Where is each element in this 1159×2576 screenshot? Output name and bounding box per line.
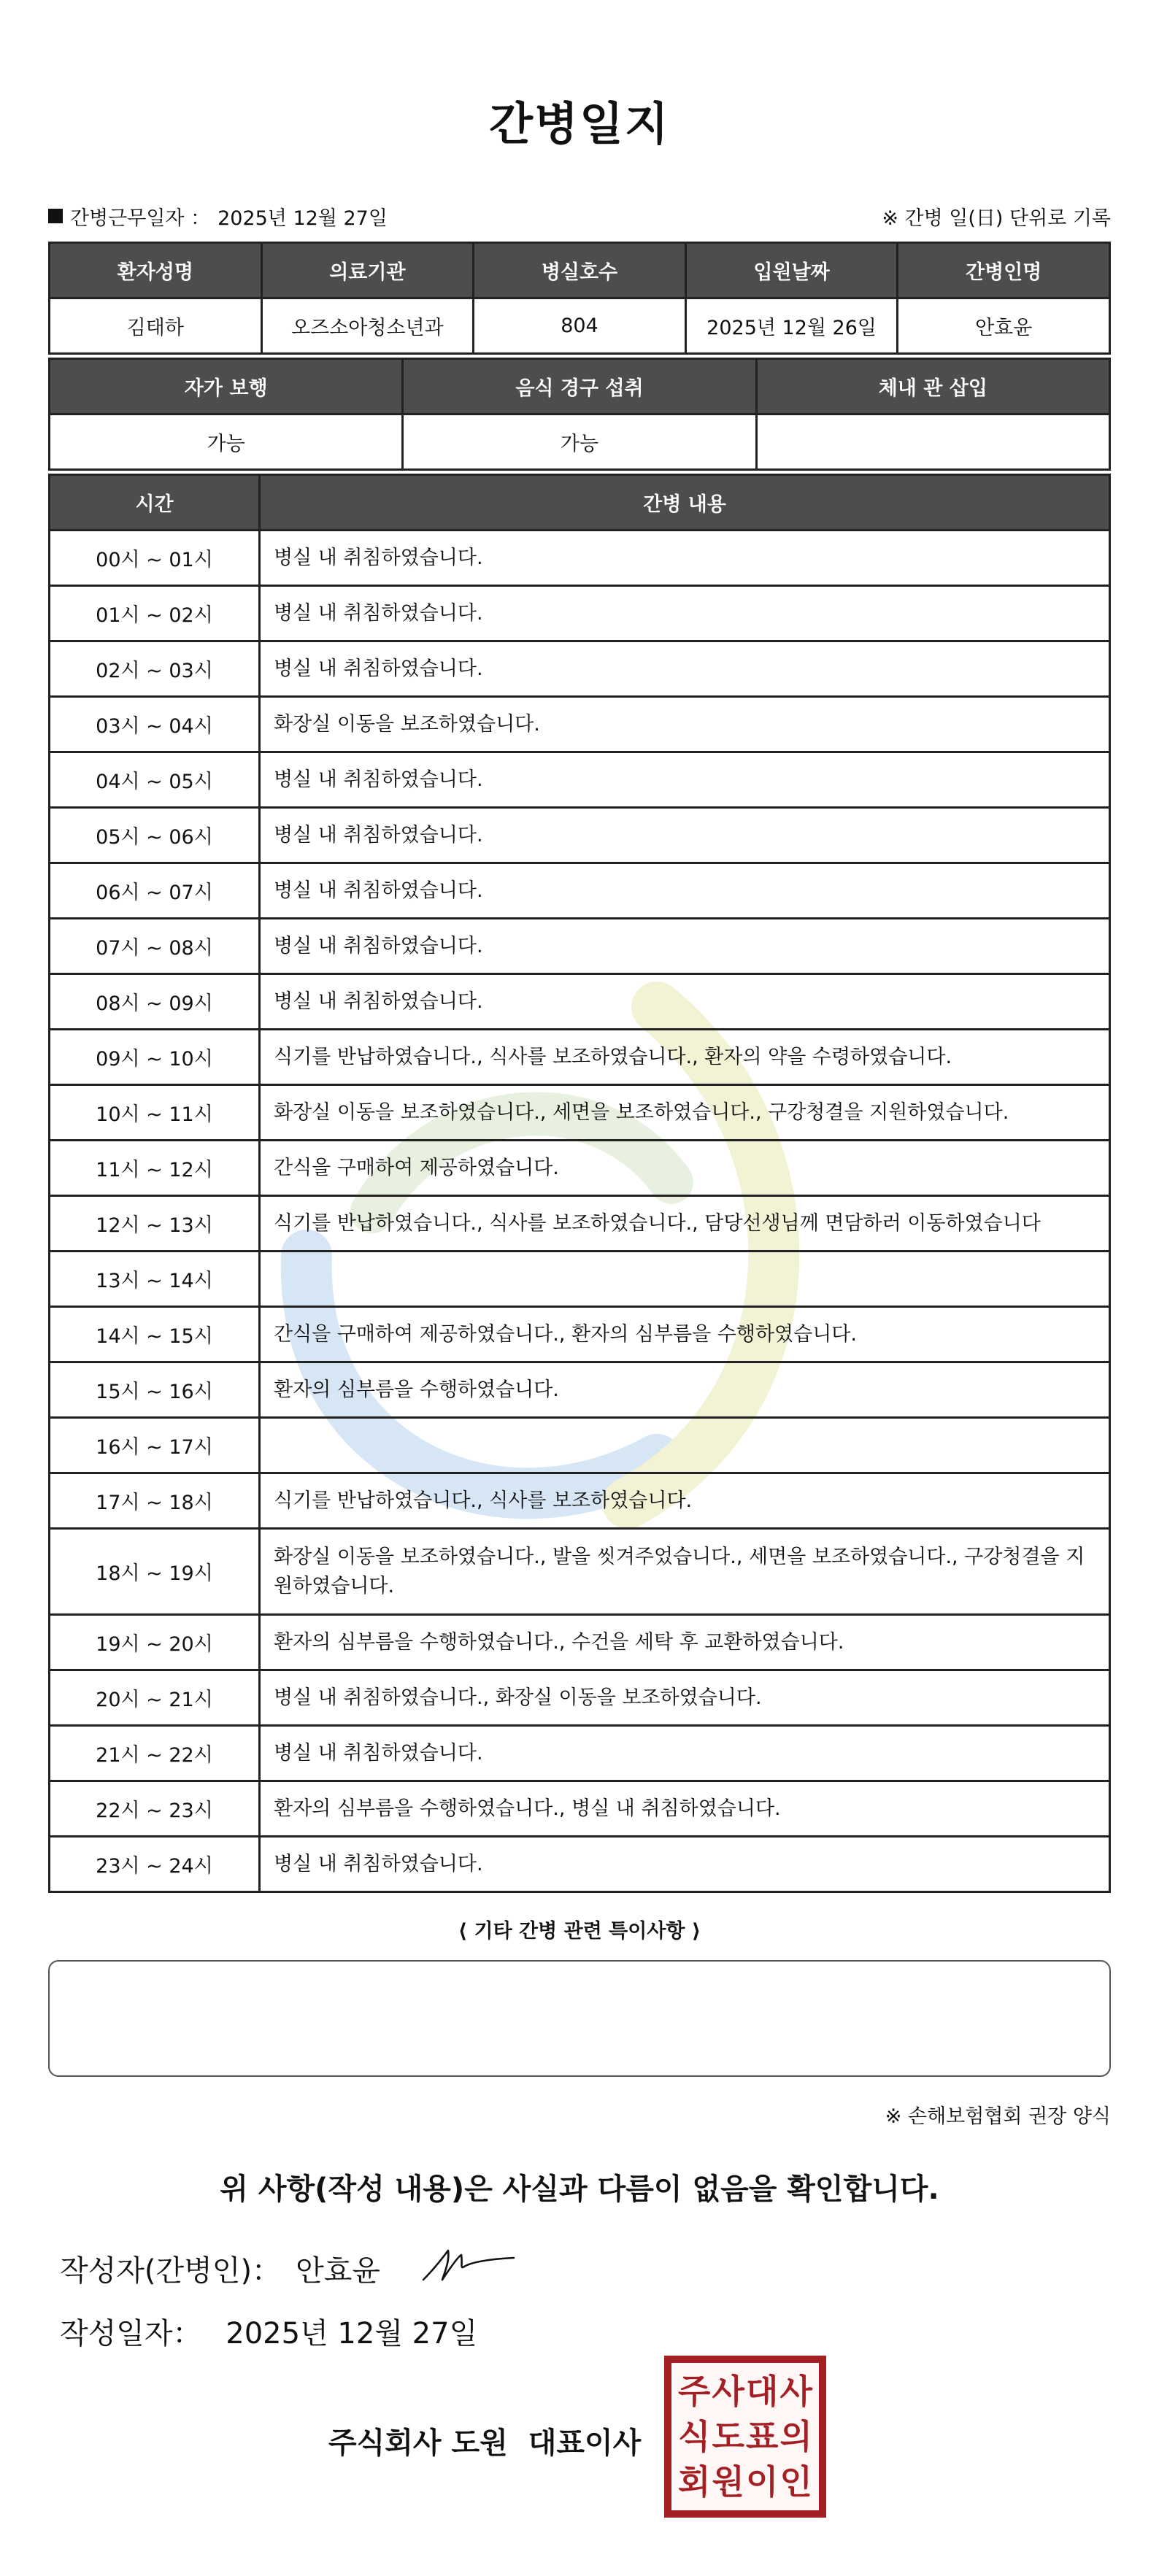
- seal-character: 이: [746, 2462, 779, 2502]
- table-row: [50, 1141, 1110, 1196]
- log-content: 병실 내 취침하였습니다.: [260, 974, 1110, 1030]
- log-content: 식기를 반납하였습니다., 식사를 보조하였습니다., 담당선생님께 면담하러 이동하였습니다: [260, 1196, 1110, 1252]
- log-content: 병실 내 취침하였습니다.: [260, 752, 1110, 808]
- log-content: 병실 내 취침하였습니다.: [260, 919, 1110, 974]
- confirmation-statement: 위 사항(작성 내용)은 사실과 다름이 없음을 확인합니다.: [220, 2172, 939, 2206]
- table-row: [50, 1670, 1110, 1726]
- seal-character: 표: [746, 2417, 779, 2456]
- seal-character: 의: [779, 2417, 812, 2456]
- room-number: 804: [474, 298, 686, 354]
- log-content: 병실 내 취침하였습니다.: [260, 586, 1110, 641]
- table-row: [50, 1726, 1110, 1781]
- log-content: 화장실 이동을 보조하였습니다.: [260, 697, 1110, 752]
- log-time: 00시 ~ 01시: [50, 531, 260, 586]
- log-time: 21시 ~ 22시: [50, 1726, 260, 1781]
- work-date: [48, 202, 388, 231]
- meta-row: [48, 201, 1111, 231]
- table-row: [50, 1418, 1110, 1473]
- patient-status-table: [48, 358, 1111, 471]
- company-title: 대표이사: [528, 2426, 642, 2460]
- document-title: 간병일지: [489, 97, 670, 150]
- log-content: 병실 내 취침하였습니다.: [260, 1726, 1110, 1781]
- header-time: 시간: [50, 475, 260, 531]
- header-care-content: 간병 내용: [260, 475, 1110, 531]
- log-content: 병실 내 취침하였습니다.: [260, 863, 1110, 919]
- log-time: 02시 ~ 03시: [50, 641, 260, 697]
- table-row: [50, 974, 1110, 1030]
- table-row: [50, 1030, 1110, 1085]
- log-time: 01시 ~ 02시: [50, 586, 260, 641]
- log-time: 18시 ~ 19시: [50, 1529, 260, 1615]
- header-tube-insertion: 체내 관 삽입: [756, 359, 1109, 414]
- log-content: [260, 1252, 1110, 1307]
- work-date-value: 2025년 12월 27일: [217, 207, 388, 230]
- table-row: [50, 1837, 1110, 1892]
- log-time: 23시 ~ 24시: [50, 1837, 260, 1892]
- seal-character: 도: [712, 2417, 744, 2456]
- log-time: 20시 ~ 21시: [50, 1670, 260, 1726]
- writer-label: 작성자(간병인)：: [60, 2254, 282, 2288]
- seal-character: 원: [712, 2462, 744, 2502]
- writer-line: [60, 2248, 380, 2289]
- seal-character: 인: [779, 2462, 812, 2502]
- header-self-walking: 자가 보행: [50, 359, 403, 414]
- self-walking: 가능: [50, 414, 403, 470]
- log-time: 10시 ~ 11시: [50, 1085, 260, 1141]
- log-time: 15시 ~ 16시: [50, 1362, 260, 1418]
- log-time: 11시 ~ 12시: [50, 1141, 260, 1196]
- log-time: 17시 ~ 18시: [50, 1473, 260, 1529]
- company-line: [328, 2420, 641, 2461]
- log-content: [260, 1418, 1110, 1473]
- company-name: 주식회사 도원: [328, 2426, 508, 2460]
- work-date-label: 간병근무일자 ：: [70, 207, 211, 230]
- log-time: 12시 ~ 13시: [50, 1196, 260, 1252]
- log-content: 병실 내 취침하였습니다.: [260, 641, 1110, 697]
- square-bullet-icon: [48, 209, 63, 223]
- log-time: 19시 ~ 20시: [50, 1615, 260, 1670]
- recommend-note: ※ 손해보험협회 권장 양식: [885, 2105, 1111, 2128]
- log-time: 08시 ~ 09시: [50, 974, 260, 1030]
- table-row: [50, 919, 1110, 974]
- header-room-number: 병실호수: [474, 243, 686, 298]
- log-time: 14시 ~ 15시: [50, 1307, 260, 1362]
- log-content: 병실 내 취침하였습니다.: [260, 531, 1110, 586]
- seal-character: 회: [678, 2462, 711, 2502]
- remarks-title: ⟨ 기타 간병 관련 특이사항 ⟩: [458, 1920, 701, 1943]
- log-content: 간식을 구매하여 제공하였습니다., 환자의 심부름을 수행하였습니다.: [260, 1307, 1110, 1362]
- written-date-line: [60, 2310, 477, 2352]
- table-row: [50, 1473, 1110, 1529]
- log-content: 환자의 심부름을 수행하였습니다.: [260, 1362, 1110, 1418]
- seal-character: 사: [779, 2372, 812, 2411]
- admission-date: 2025년 12월 26일: [685, 298, 898, 354]
- log-content: 식기를 반납하였습니다., 식사를 보조하였습니다., 환자의 약을 수령하였습니다.: [260, 1030, 1110, 1085]
- log-time: 07시 ~ 08시: [50, 919, 260, 974]
- tube-insertion: [756, 414, 1109, 470]
- table-row: [50, 808, 1110, 863]
- table-row: [50, 1529, 1110, 1615]
- table-row: [50, 752, 1110, 808]
- seal-character: 사: [712, 2372, 744, 2411]
- hospital: 오즈소아청소년과: [261, 298, 474, 354]
- seal-character: 주: [678, 2372, 711, 2411]
- table-row: [50, 531, 1110, 586]
- remarks-box: [48, 1960, 1111, 2077]
- log-content: 식기를 반납하였습니다., 식사를 보조하였습니다.: [260, 1473, 1110, 1529]
- log-time: 13시 ~ 14시: [50, 1252, 260, 1307]
- signature: [416, 2234, 518, 2291]
- written-date-value: 2025년 12월 27일: [226, 2317, 478, 2351]
- log-time: 04시 ~ 05시: [50, 752, 260, 808]
- header-oral-intake: 음식 경구 섭취: [403, 359, 756, 414]
- table-row: [50, 1085, 1110, 1141]
- table-row: [50, 641, 1110, 697]
- table-row: [50, 697, 1110, 752]
- writer-name: 안효윤: [296, 2254, 380, 2288]
- log-time: 22시 ~ 23시: [50, 1781, 260, 1837]
- seal-characters: [677, 2369, 813, 2504]
- log-content: 병실 내 취침하였습니다., 화장실 이동을 보조하였습니다.: [260, 1670, 1110, 1726]
- oral-intake: 가능: [403, 414, 756, 470]
- table-row: [50, 1615, 1110, 1670]
- table-row: [50, 1362, 1110, 1418]
- header-admission-date: 입원날짜: [685, 243, 898, 298]
- caregiver-name: 안효윤: [898, 298, 1110, 354]
- header-hospital: 의료기관: [261, 243, 474, 298]
- care-log-table: [48, 474, 1111, 1893]
- log-content: 환자의 심부름을 수행하였습니다., 병실 내 취침하였습니다.: [260, 1781, 1110, 1837]
- log-time: 03시 ~ 04시: [50, 697, 260, 752]
- log-content: 병실 내 취침하였습니다.: [260, 808, 1110, 863]
- log-time: 05시 ~ 06시: [50, 808, 260, 863]
- patient-name: 김태하: [50, 298, 262, 354]
- table-row: [50, 1196, 1110, 1252]
- seal-character: 대: [746, 2372, 779, 2411]
- patient-info-table: [48, 242, 1111, 355]
- log-content: 화장실 이동을 보조하였습니다., 세면을 보조하였습니다., 구강청결을 지원하였습니다.: [260, 1085, 1110, 1141]
- log-time: 06시 ~ 07시: [50, 863, 260, 919]
- log-time: 09시 ~ 10시: [50, 1030, 260, 1085]
- log-content: 간식을 구매하여 제공하였습니다.: [260, 1141, 1110, 1196]
- seal-character: 식: [678, 2417, 711, 2456]
- table-row: [50, 586, 1110, 641]
- company-seal-stamp: [664, 2356, 826, 2518]
- table-row: [50, 1307, 1110, 1362]
- daily-record-note: ※ 간병 일(日) 단위로 기록: [882, 207, 1111, 230]
- log-content: 화장실 이동을 보조하였습니다., 발을 씻겨주었습니다., 세면을 보조하였습니다., 구강청결을 지원하였습니다.: [260, 1529, 1110, 1615]
- table-row: [50, 1252, 1110, 1307]
- log-content: 병실 내 취침하였습니다.: [260, 1837, 1110, 1892]
- header-patient-name: 환자성명: [50, 243, 262, 298]
- header-caregiver-name: 간병인명: [898, 243, 1110, 298]
- log-content: 환자의 심부름을 수행하였습니다., 수건을 세탁 후 교환하였습니다.: [260, 1615, 1110, 1670]
- log-time: 16시 ~ 17시: [50, 1418, 260, 1473]
- written-date-label: 작성일자：: [60, 2317, 202, 2351]
- table-row: [50, 1781, 1110, 1837]
- table-row: [50, 863, 1110, 919]
